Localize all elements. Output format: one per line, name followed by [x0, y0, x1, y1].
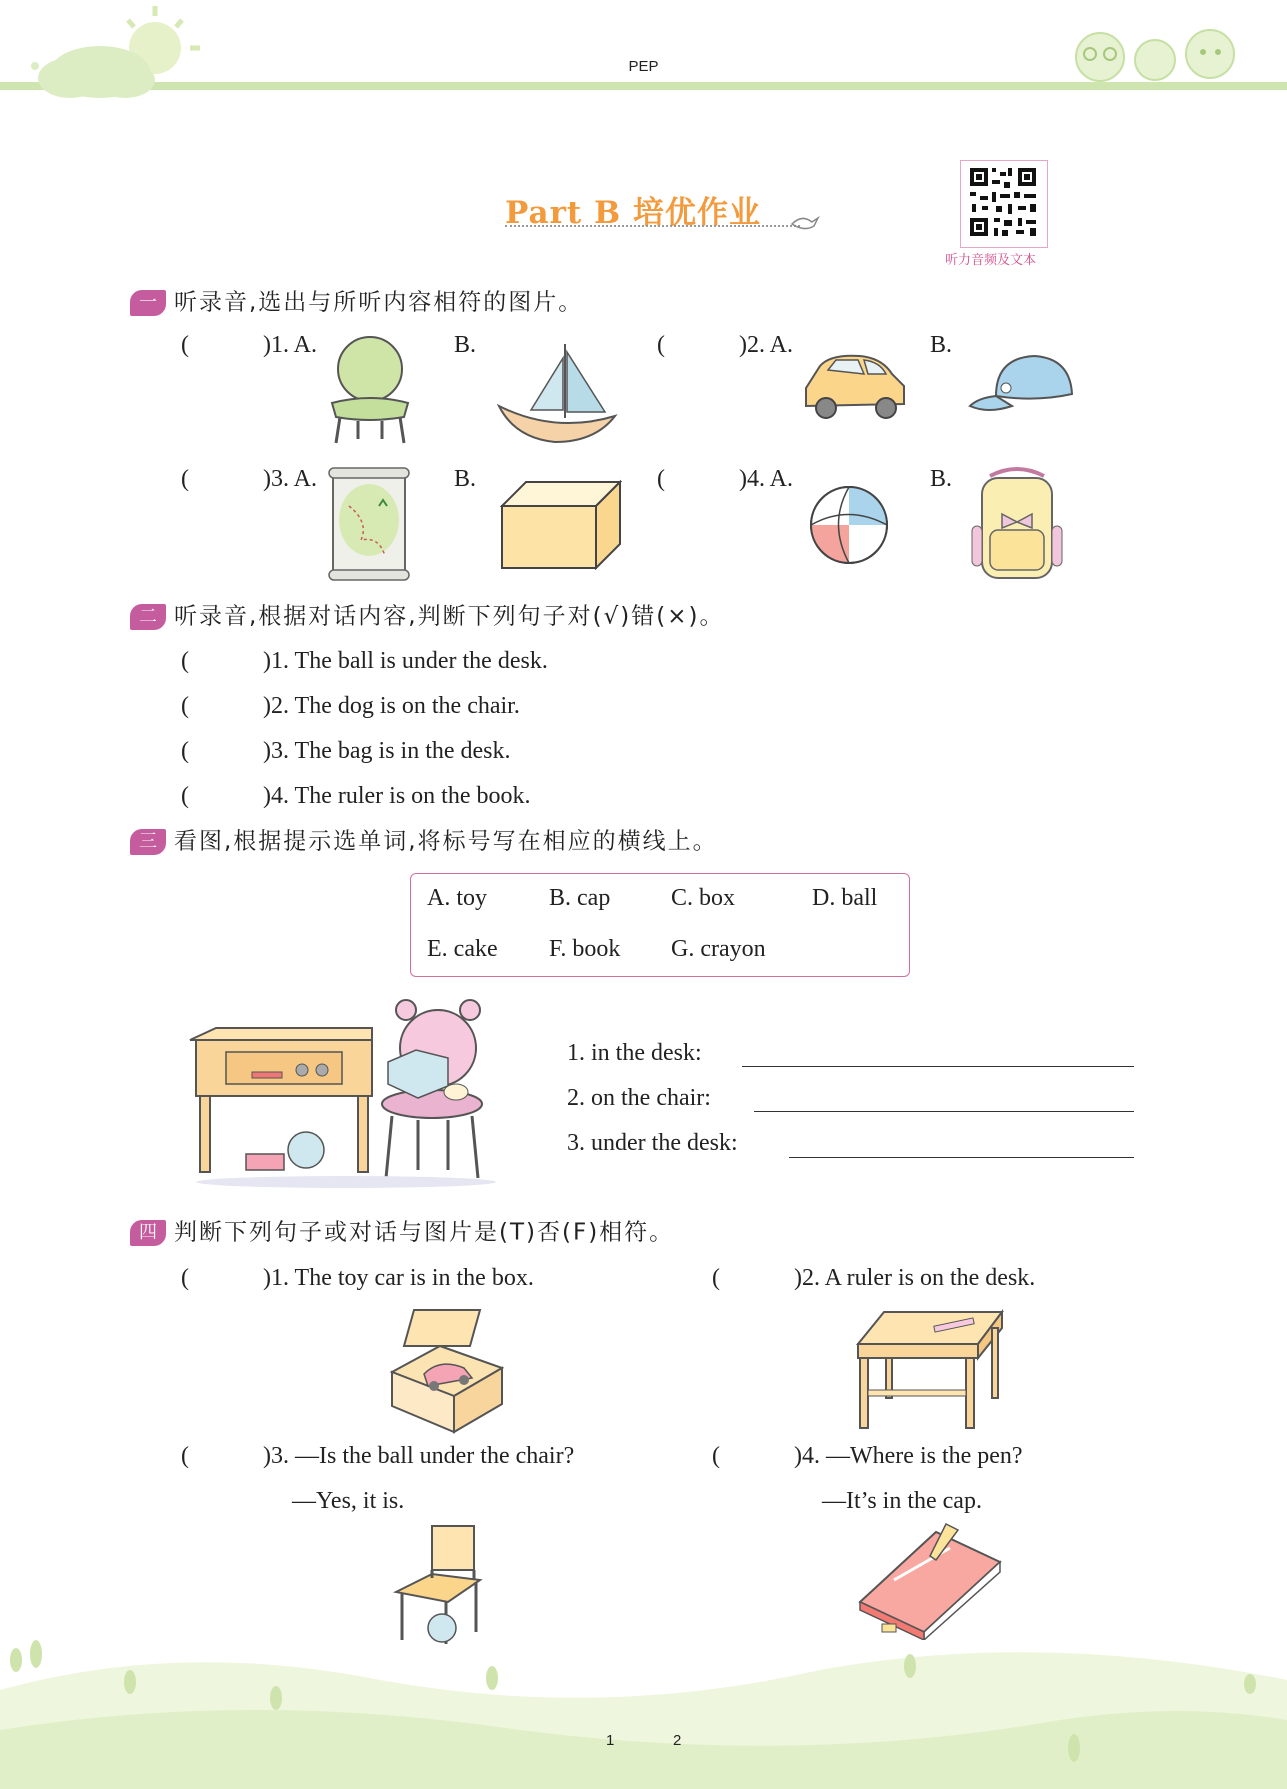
listen-item-3: ( )3. A. [181, 466, 317, 492]
answer-paren[interactable]: ( [712, 1443, 720, 1469]
tf-item-1: ( )1. The toy car is in the box. [181, 1265, 534, 1291]
listen-item-2: ( )2. A. [657, 332, 793, 358]
fill-question-1: 1. in the desk: [567, 1040, 702, 1066]
word-option: D. ball [812, 885, 878, 911]
option-b-label: B. [930, 466, 953, 492]
qr-label: 听力音频及文本 [945, 253, 1037, 268]
toy-car-icon [800, 348, 910, 424]
option-b-label: B. [454, 332, 477, 358]
word-option: G. crayon [671, 936, 766, 962]
map-icon [325, 466, 411, 584]
judge-item-2: ( )2. The dog is on the chair. [181, 693, 520, 719]
answer-paren[interactable]: ( [181, 648, 189, 674]
tf-item-3-reply: —Yes, it is. [292, 1488, 405, 1514]
word-option: A. toy [427, 885, 487, 911]
tf-item-4-reply: —It’s in the cap. [822, 1488, 982, 1514]
cap-icon [966, 350, 1076, 420]
tf-item-2: ( )2. A ruler is on the desk. [712, 1265, 1036, 1291]
answer-paren[interactable]: ( [181, 1265, 189, 1291]
section-badge: 二 [130, 604, 166, 630]
section-instruction: 听录音,选出与所听内容相符的图片。 [174, 289, 584, 316]
option-b-label: B. [930, 332, 953, 358]
tf-item-3: ( )3. —Is the ball under the chair? [181, 1443, 575, 1469]
cloud-sun-decoration [0, 0, 200, 110]
section-instruction: 看图,根据提示选单词,将标号写在相应的横线上。 [174, 828, 718, 855]
box-icon [500, 478, 622, 570]
answer-paren[interactable]: ( [181, 693, 189, 719]
chair-icon [322, 335, 418, 447]
qr-code-icon[interactable] [960, 160, 1048, 248]
toy-car-in-box-illustration [384, 1306, 506, 1434]
tf-item-4: ( )4. —Where is the pen? [712, 1443, 1023, 1469]
word-option: B. cap [549, 885, 611, 911]
series-label: PEP [628, 58, 659, 75]
judge-item-1: ( )1. The ball is under the desk. [181, 648, 548, 674]
judge-item-4: ( )4. The ruler is on the book. [181, 783, 531, 809]
fill-question-3: 3. under the desk: [567, 1130, 738, 1156]
fill-question-2: 2. on the chair: [567, 1085, 711, 1111]
answer-paren[interactable]: ( [712, 1265, 720, 1291]
answer-paren[interactable]: ( [181, 1443, 189, 1469]
section-badge: 四 [130, 1220, 166, 1246]
section-badge: 三 [130, 829, 166, 855]
answer-paren[interactable]: ( [657, 466, 665, 492]
page-number-left: 1 [606, 1732, 615, 1749]
option-b-label: B. [454, 466, 477, 492]
desk-with-ruler-illustration [854, 1304, 1006, 1432]
section-instruction: 听录音,根据对话内容,判断下列句子对(√)错(×)。 [174, 603, 725, 630]
listen-item-1: ( )1. A. [181, 332, 317, 358]
answer-paren[interactable]: ( [657, 332, 665, 358]
judge-item-3: ( )3. The bag is in the desk. [181, 738, 511, 764]
listen-item-4: ( )4. A. [657, 466, 793, 492]
section-2-heading [130, 600, 724, 632]
word-option: C. box [671, 885, 736, 911]
answer-paren[interactable]: ( [181, 783, 189, 809]
sailboat-icon [495, 338, 620, 446]
answer-line-3[interactable] [789, 1157, 1134, 1158]
section-instruction: 判断下列句子或对话与图片是(T)否(F)相符。 [174, 1219, 675, 1246]
ball-icon [808, 484, 890, 566]
bird-icon [790, 212, 820, 234]
answer-paren[interactable]: ( [181, 332, 189, 358]
answer-line-1[interactable] [742, 1066, 1134, 1067]
answer-paren[interactable]: ( [181, 466, 189, 492]
page-title: Part B 培优作业 [505, 195, 762, 231]
page-number-right: 2 [673, 1732, 682, 1749]
title-underline [505, 225, 800, 227]
answer-paren[interactable]: ( [181, 738, 189, 764]
schoolbag-icon [968, 466, 1066, 586]
desk-chair-scene-illustration [186, 992, 506, 1190]
section-3-heading [130, 825, 718, 857]
grass-hills-decoration [0, 1610, 1287, 1789]
word-option: F. book [549, 936, 621, 962]
word-option: E. cake [427, 936, 498, 962]
section-1-heading [130, 286, 583, 318]
section-badge: 一 [130, 290, 166, 316]
section-4-heading [130, 1216, 674, 1248]
answer-line-2[interactable] [754, 1111, 1134, 1112]
